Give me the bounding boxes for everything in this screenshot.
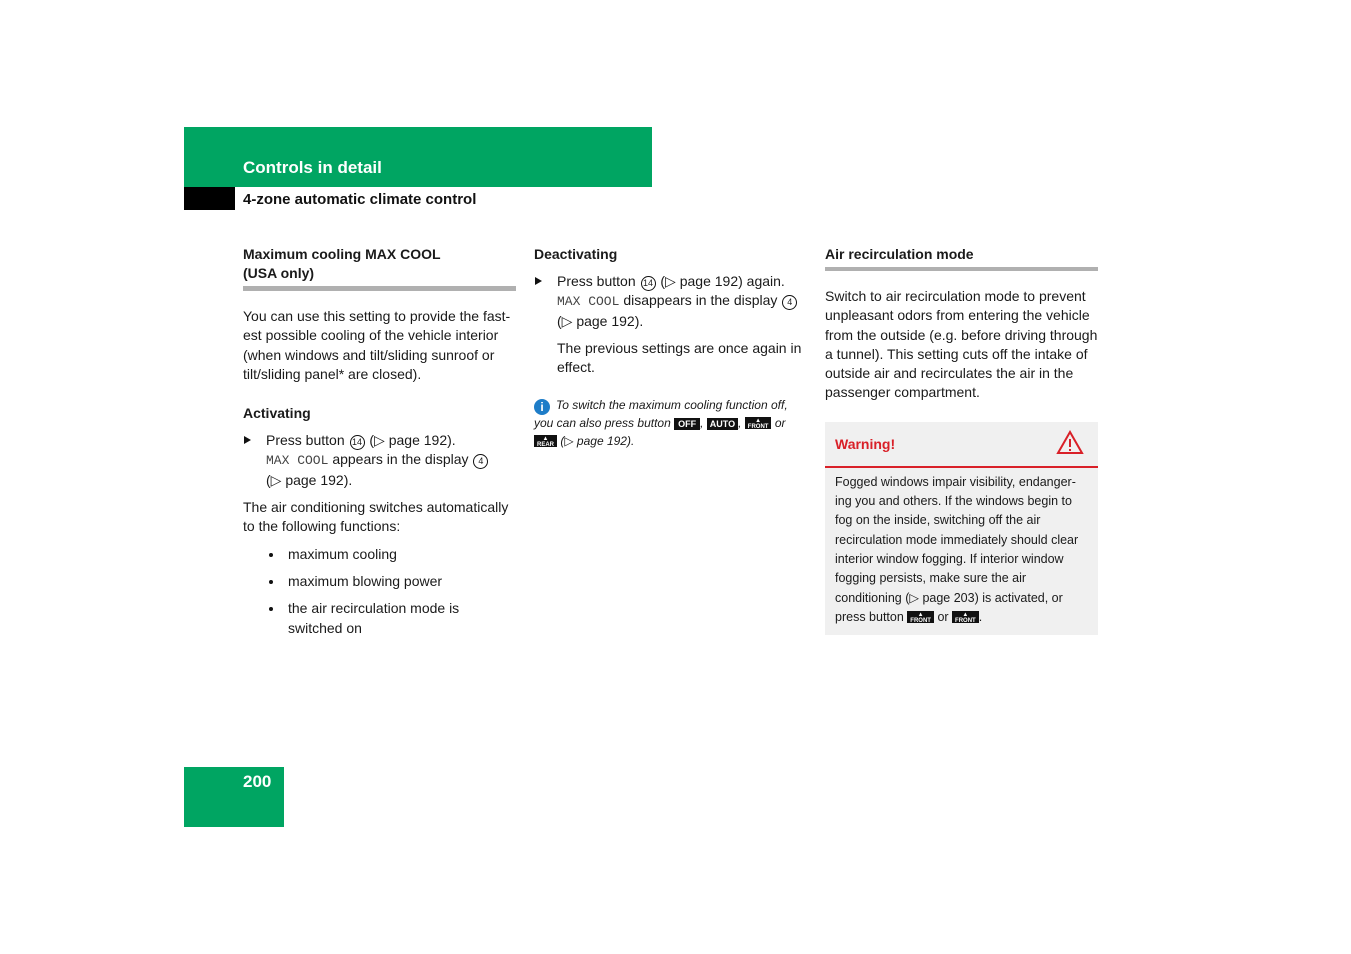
previous-settings-text: The previous settings are once again in effect. (557, 339, 802, 376)
button-number-badge: 14 (641, 276, 656, 291)
button-number-badge: 14 (350, 435, 365, 450)
warning-box (825, 422, 1098, 635)
switch-text: The air conditioning switches automatically to the following functions: (243, 499, 509, 535)
air-recirculation-intro: Switch to air recirculation mode to prevent unpleasant odors from entering the vehicle from the outside (e.g. before driving through a tunnel). This setting cuts off the intake of outside air and recirculates the air in the passenger compartment. (825, 288, 1098, 401)
list-item: maximum cooling (243, 545, 516, 564)
display-text: MAX COOL (266, 453, 329, 469)
column-air-recirculation (825, 245, 1098, 635)
page-subtitle: 4-zone automatic climate control (243, 191, 477, 208)
function-list (243, 545, 516, 638)
page-number: 200 (243, 772, 272, 791)
step-arrow-icon (535, 277, 542, 285)
off-key-icon: OFF (674, 418, 700, 430)
heading-rule (825, 267, 1098, 271)
display-number-badge: 4 (782, 295, 797, 310)
heading-rule (243, 286, 516, 291)
warning-text: Fogged windows impair visibility, endanger-ing you and others. If the windows begin to fog on the inside, switching off the air recirculation mode immediately should clear interior window fogging. If interior window fogging persists, make sure the air conditioning (▷ page 203) is activated, or press button ▲ FRONT or ▲ FRONT . (835, 474, 1079, 624)
activating-heading: Activating (243, 405, 311, 422)
list-item: the air recirculation mode is switched on (243, 599, 516, 638)
air-recirculation-heading: Air recirculation mode (825, 246, 974, 262)
warning-label: Warning! (835, 435, 896, 452)
deactivating-step: Press button 14 (▷ page 192) again. MAX COOL disappears in the display 4 (▷ page 192). (534, 272, 806, 331)
section-title: Controls in detail (243, 158, 382, 177)
warning-header (825, 422, 1098, 468)
column-max-cool (243, 245, 516, 646)
list-item: maximum blowing power (243, 572, 516, 591)
step-arrow-icon (244, 436, 251, 444)
info-note: i To switch the maximum cooling function off, you can also press button OFF , AUTO , ▲ FRONT or ▲ REAR (▷ page 192). (534, 398, 788, 448)
defrost-front-key-icon: ▲ FRONT (907, 611, 934, 623)
activating-step: Press button 14 (▷ page 192). MAX COOL appears in the display 4 (▷ page 192). (243, 431, 516, 490)
warning-triangle-icon (1056, 430, 1084, 455)
deactivating-heading: Deactivating (534, 246, 618, 262)
max-cool-intro: You can use this setting to provide the fast-est possible cooling of the vehicle interior (when windows and tilt/sliding sunroof or tilt/sliding panel* are closed). (243, 308, 511, 382)
section-tab-marker (184, 187, 235, 210)
defrost-front-key-icon: ▲ FRONT (745, 417, 772, 429)
info-icon: i (534, 399, 550, 415)
auto-key-icon: AUTO (707, 418, 738, 430)
display-text: MAX COOL (557, 294, 620, 310)
defrost-front-key-icon: ▲ FRONT (952, 611, 979, 623)
max-cool-heading: Maximum cooling MAX COOL (USA only) (243, 246, 441, 281)
display-number-badge: 4 (473, 454, 488, 469)
defrost-rear-key-icon: ▲ REAR (534, 435, 557, 447)
header-band (184, 127, 652, 187)
column-deactivating (534, 245, 806, 450)
